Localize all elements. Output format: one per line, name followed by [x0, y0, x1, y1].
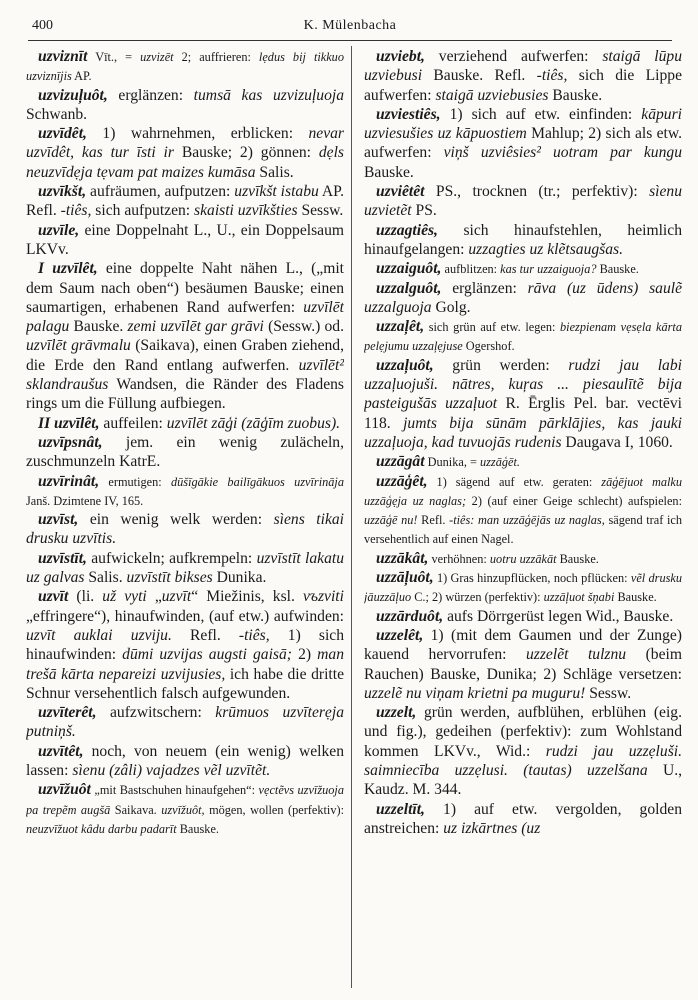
- dictionary-entry: [26, 414, 344, 433]
- entry-example: uzzelẽ nu viņam krietni pa muguru!: [364, 684, 586, 702]
- entry-example: sìenu (zâli) vajadzes vẽl uzvītẽt.: [72, 761, 271, 779]
- entry-text: noch, von neuem (ein wenig) welken lassen:: [26, 742, 344, 779]
- entry-headword: I uzvīlêt,: [38, 260, 98, 278]
- entry-text: erglänzen:: [107, 86, 194, 104]
- entry-example: -tiês: man uzzāģējās uz naglas,: [449, 513, 605, 528]
- entry-text: R. Ērglis Pel. bar. vectēvi 118.: [364, 395, 682, 432]
- dictionary-entry: [26, 549, 344, 588]
- entry-text: (beim Rauchen) Bauske, Dunika; 2) Schläge versetzen:: [364, 646, 682, 683]
- entry-headword: uzvīst,: [38, 511, 79, 529]
- entry-headword: uzvīt: [38, 588, 69, 606]
- entry-text: 1) sich auf etw. einfinden:: [440, 105, 642, 123]
- entry-example: jumts bija sūnām pārklājies, kas jauki uzzaļuoja, kad tuvuojās rudenis: [364, 414, 682, 451]
- dictionary-entry: [26, 742, 344, 781]
- entry-example: uzvīlēt grāvmalu: [26, 337, 131, 355]
- dictionary-entry: [364, 626, 682, 703]
- entry-text: Salis.: [255, 163, 294, 181]
- entry-text: 1) auf etw. vergolden, golden anstreichen:: [364, 800, 682, 837]
- entry-headword: uzzākât,: [376, 549, 429, 567]
- entry-text: aufwickeln; aufkrempeln:: [86, 549, 257, 567]
- entry-text: aufs Dörrgerüst legen Wid., Bauske.: [443, 607, 674, 625]
- entry-text: „mit Bastschuhen hinaufgehen“:: [90, 783, 259, 798]
- entry-text: Bauske.: [69, 318, 128, 336]
- entry-text: “ Miežinis, ksl.: [191, 588, 303, 606]
- page-number: 400: [32, 18, 53, 33]
- entry-text: 1) sich hinaufwinden:: [26, 626, 344, 664]
- entry-text: Daugava I, 1060.: [561, 433, 673, 451]
- entry-text: Bauske.: [596, 262, 639, 277]
- entry-text: Salis.: [84, 569, 127, 587]
- entry-text: Bauske.: [614, 590, 657, 605]
- entry-headword: uzzārduôt,: [376, 607, 444, 625]
- entry-text: mögen, wollen (perfektiv):: [204, 802, 344, 817]
- entry-example: uzvīžuôt,: [161, 802, 205, 817]
- dictionary-entry: [364, 356, 682, 452]
- dictionary-entry: [364, 279, 682, 318]
- entry-headword: uzvīterêt,: [38, 704, 97, 722]
- entry-headword: uzvizuļuôt,: [38, 86, 108, 104]
- entry-example: dẹls neuzvīdẹja tẹvam pat maizes kumāsa: [26, 144, 344, 181]
- entry-text: eine Doppelnaht L., U., ein Doppelsaum LKVv.: [26, 221, 344, 258]
- entry-text: sägend traf ich versehentlich auf einen Nagel.: [364, 513, 682, 547]
- entry-example: uzvīt: [161, 588, 192, 606]
- entry-headword: uzvīdêt,: [38, 125, 87, 143]
- dictionary-entry: [364, 182, 682, 221]
- dictionary-entry: [364, 452, 682, 471]
- entry-headword: uzzelêt,: [376, 626, 424, 644]
- entry-text: grün werden, aufblühen, erblühen (eig. und fig.), gedeihen (perfektiv): zum Wohlstand kommen LKVv., Wid.:: [364, 704, 682, 760]
- dictionary-entry: [364, 259, 682, 278]
- entry-text: Refl.: [417, 513, 450, 528]
- entry-text: Schwanb.: [26, 105, 88, 123]
- entry-text: (Saikava), einen Graben ziehend, die Erde den Rand entlang aufwerfen.: [26, 337, 344, 374]
- entry-example: uzvīkšt istabu: [234, 183, 319, 201]
- entry-example: vẹctẽvs uzvīžuoja pa trepẽm augšā: [26, 783, 344, 817]
- dictionary-entry: [26, 86, 344, 125]
- entry-example: už vyti: [102, 588, 147, 606]
- left-column: [26, 47, 344, 992]
- entry-example: tumsā kas uzvizuļuoja: [193, 86, 344, 104]
- entry-text: (Sessw.) od.: [263, 318, 344, 336]
- entry-text: jem. ein wenig zulächeln, zuschmunzeln KatrE.: [26, 433, 344, 471]
- entry-example: uzvīstīt lakatu uz galvas: [26, 549, 344, 587]
- entry-headword: uzviêtêt: [376, 183, 425, 201]
- entry-text: Sessw.: [297, 202, 344, 220]
- entry-example: sìenu uzvietẽt: [364, 183, 682, 220]
- entry-example: rudzi jau uzzẹluši. saimniecība uzzẹlusi. (tautas) uzzelšana: [364, 742, 682, 779]
- entry-example: uzvizēt: [140, 50, 174, 64]
- entry-text: Saikava.: [110, 802, 162, 817]
- entry-text: Refl.: [171, 626, 239, 644]
- entry-text: Bauske.: [556, 551, 599, 566]
- entry-example: -tiês,: [60, 202, 92, 220]
- entry-text: U., Kaudz. M. 344.: [364, 761, 682, 799]
- entry-text: sich aufputzen:: [91, 202, 195, 220]
- entry-text: sich hinaufstehlen, heimlich hinaufgelangen:: [364, 221, 682, 258]
- dictionary-entry: [364, 703, 682, 799]
- entry-text: „: [146, 588, 162, 606]
- entry-text: Bauske.: [176, 821, 219, 836]
- entry-example: vъzviti: [302, 588, 344, 606]
- entry-example: vẽl drusku jāuzzāļuo: [364, 571, 682, 605]
- entry-headword: uzvīpsnât,: [38, 433, 103, 451]
- entry-example: dūmi uzvijas augsti gaisā;: [122, 646, 292, 664]
- entry-text: C.; 2) würzen (perfektiv):: [411, 590, 544, 605]
- entry-headword: uzzaiguôt,: [376, 260, 442, 278]
- entry-example: uzzāģē nu!: [364, 513, 418, 528]
- entry-example: rāva (uz ūdens) saulẽ uzzalguoja: [364, 279, 682, 316]
- dictionary-entry: [26, 472, 344, 511]
- dictionary-entry: [26, 47, 344, 86]
- entry-example: uotru uzzākāt: [489, 551, 557, 566]
- entry-text: 2): [292, 646, 318, 664]
- dictionary-entry: [26, 510, 344, 549]
- entry-example: krūmuos uzvīterẹja putniņš.: [26, 704, 344, 741]
- entry-example: uzvīlēt zāģi (zāģīm zuobus).: [166, 414, 341, 432]
- entry-example: uzzelẽt tulznu: [526, 646, 627, 664]
- entry-text: aufblitzen:: [441, 262, 501, 277]
- entry-text: ich habe die dritte Schnur versehentlich falsch aufgewunden.: [26, 665, 344, 702]
- entry-text: eine doppelte Naht nähen L., („mit dem Saum nach oben“) besäumen Bauske; einen saumartigen, erhabenen Rand aufwerfen:: [26, 260, 344, 316]
- dictionary-entry: [26, 221, 344, 260]
- entry-example: uzvīstīt bikses: [126, 569, 213, 587]
- entry-text: Bauske.: [364, 163, 414, 181]
- entry-text: verziehend aufwerfen:: [424, 48, 603, 65]
- entry-text: verhöhnen:: [428, 551, 490, 566]
- entry-text: Bauske; 2) gönnen:: [173, 144, 319, 162]
- column-divider: [351, 46, 352, 988]
- dictionary-entry: [364, 800, 682, 839]
- entry-headword: uzzagtiês,: [376, 221, 438, 239]
- entry-text: AP. Refl.: [26, 183, 344, 220]
- entry-text: Ogershof.: [462, 339, 515, 354]
- entry-headword: uzzelt,: [376, 704, 417, 722]
- entry-text: Bauske. Refl.: [422, 67, 537, 85]
- entry-example: man trešā kārta nepareizi uzvijusies,: [26, 646, 344, 683]
- entry-example: viņš uzviêsies² uotram par kungu: [443, 144, 682, 162]
- entry-headword: uzzalguôt,: [376, 279, 442, 297]
- entry-text: (li.: [68, 588, 103, 606]
- running-title: K. Mülenbacha: [303, 18, 397, 33]
- entry-text: 1) (mit dem Gaumen und der Zunge) kauend hervorrufen:: [364, 626, 682, 664]
- entry-text: Janš. Dzimtene IV, 165.: [26, 493, 144, 508]
- dictionary-entry: [26, 433, 344, 472]
- entry-text: Wandsen, die Ränder des Fladens rings um die Füllung aufbiegen.: [26, 376, 344, 413]
- entry-text: 2) (auf einer Geige schlecht) aufspielen:: [466, 493, 682, 508]
- entry-text: Golg.: [431, 298, 471, 316]
- entry-example: kas tur uzzaiguoja?: [500, 262, 597, 277]
- right-column: [364, 47, 682, 992]
- entry-example: biezpienam vẹsẹla kārta pelẹjumu uzzaļẹjuse: [364, 320, 682, 354]
- entry-example: -tiês,: [536, 67, 568, 85]
- entry-example: kāpuri uzviesušies uz kāpuostiem: [364, 105, 682, 143]
- entry-text: sich die Lippe aufwerfen:: [364, 67, 682, 104]
- dictionary-entry: [364, 607, 682, 626]
- entry-example: uzzāļuot šņabi: [543, 590, 615, 605]
- dictionary-entry: [364, 549, 682, 568]
- dictionary-entry: [364, 221, 682, 260]
- entry-example: uzvīt auklai uzviju.: [26, 626, 172, 644]
- entry-example: uzzagties uz klẽtsaugšas.: [468, 240, 624, 258]
- entry-headword: uzviznīt: [38, 48, 88, 65]
- dictionary-entry: [26, 124, 344, 182]
- entry-text: 2; auffrieren:: [173, 50, 259, 64]
- entry-example: staigā uzviebusies: [435, 86, 549, 104]
- entry-text: ein wenig welk werden:: [78, 511, 274, 529]
- entry-text: aufzwitschern:: [96, 704, 216, 722]
- dictionary-entry: [26, 259, 344, 413]
- entry-example: uzvīlēt palagu: [26, 298, 344, 336]
- entry-text: 1) Gras hinzupflücken, noch pflücken:: [433, 571, 631, 586]
- entry-text: PS., trocknen (tr.; perfektiv):: [424, 183, 650, 201]
- entry-example: nevar uzvīdêt, kas tur īsti ir: [26, 125, 344, 162]
- entry-example: -tiês,: [238, 626, 270, 644]
- entry-headword: uzzāģêt,: [376, 472, 428, 490]
- entry-example: uzzāģēt.: [479, 455, 520, 470]
- dictionary-entry: [26, 703, 344, 742]
- entry-example: zemi uzvīlēt gar grāvi: [127, 318, 264, 336]
- entry-example: zāģējuot malku uzzāģẹja uz naglas;: [364, 474, 682, 508]
- entry-headword: uzviebt,: [376, 48, 425, 65]
- entry-text: AP.: [71, 69, 92, 84]
- entry-text: auffeilen:: [99, 414, 167, 432]
- entry-example: dūšīgākie bailīgākuos uzvīrināja: [171, 474, 344, 489]
- entry-headword: II uzvīlêt,: [38, 414, 100, 432]
- entry-text: „effringere“), hinaufwinden, (auf etw.) aufwinden:: [26, 607, 344, 625]
- entry-example: neuzvīžuot kâdu darbu padarīt: [26, 821, 177, 836]
- dictionary-entry: [26, 780, 344, 838]
- entry-headword: uzvītêt,: [38, 742, 84, 760]
- entry-headword: uzvīkšt,: [38, 183, 87, 201]
- entry-headword: uzvīžuôt: [38, 781, 91, 799]
- entry-headword: uzzaļêt,: [376, 318, 425, 336]
- entry-example: uz izkārtnes (uz: [443, 819, 541, 837]
- dictionary-entry: [364, 105, 682, 182]
- page-header: [28, 14, 672, 41]
- entry-example: lẹdus bij tikkuo uzviznījis: [26, 50, 344, 84]
- entry-example: skaisti uzvīkšties: [194, 202, 298, 220]
- dictionary-entry: [364, 47, 682, 105]
- dictionary-entry: [26, 587, 344, 703]
- dictionary-entry: [364, 568, 682, 607]
- entry-text: ermutigen:: [99, 474, 171, 489]
- entry-headword: uzviestiês,: [376, 105, 441, 123]
- entry-text: Dunika, =: [424, 455, 480, 470]
- entry-text: PS.: [411, 202, 437, 220]
- dictionary-entry: [364, 317, 682, 356]
- entry-text: Sessw.: [585, 684, 632, 702]
- entry-text: 1) wahrnehmen, erblicken:: [86, 125, 309, 143]
- entry-example: uzvīlēt² sklandraušus: [26, 356, 344, 394]
- entry-text: erglänzen:: [441, 279, 528, 297]
- entry-text: grün werden:: [433, 356, 569, 374]
- entry-example: rudzi jau labi uzzaļuojuši. nātres, kuŗas ... piesaulītẽ bija pasteigušās uzzaļuot: [364, 356, 682, 413]
- entry-text: Bauske.: [548, 86, 603, 104]
- entry-text: sich grün auf etw. legen:: [424, 320, 561, 335]
- entry-headword: uzzāļuôt,: [376, 569, 434, 587]
- entry-text: Mahlup; 2) sich als etw. aufwerfen:: [364, 125, 682, 162]
- entry-headword: uzvīle,: [38, 221, 80, 239]
- entry-example: sìens tikai drusku uzvītis.: [26, 511, 344, 548]
- entry-headword: uzvīrinât,: [38, 472, 100, 490]
- entry-example: staigā lūpu uzviebusi: [364, 48, 682, 85]
- entry-headword: uzzaļuôt,: [376, 356, 434, 374]
- dictionary-entry: [364, 472, 682, 549]
- entry-text: 1) sägend auf etw. geraten:: [427, 474, 602, 489]
- entry-text: Vīt., =: [87, 50, 141, 64]
- entry-headword: uzvīstīt,: [38, 549, 87, 567]
- entry-text: Dunika.: [212, 569, 267, 587]
- entry-headword: uzzeltīt,: [376, 800, 425, 818]
- entry-text: aufräumen, aufputzen:: [86, 183, 235, 201]
- entry-headword: uzzāgât: [376, 453, 425, 471]
- dictionary-entry: [26, 182, 344, 221]
